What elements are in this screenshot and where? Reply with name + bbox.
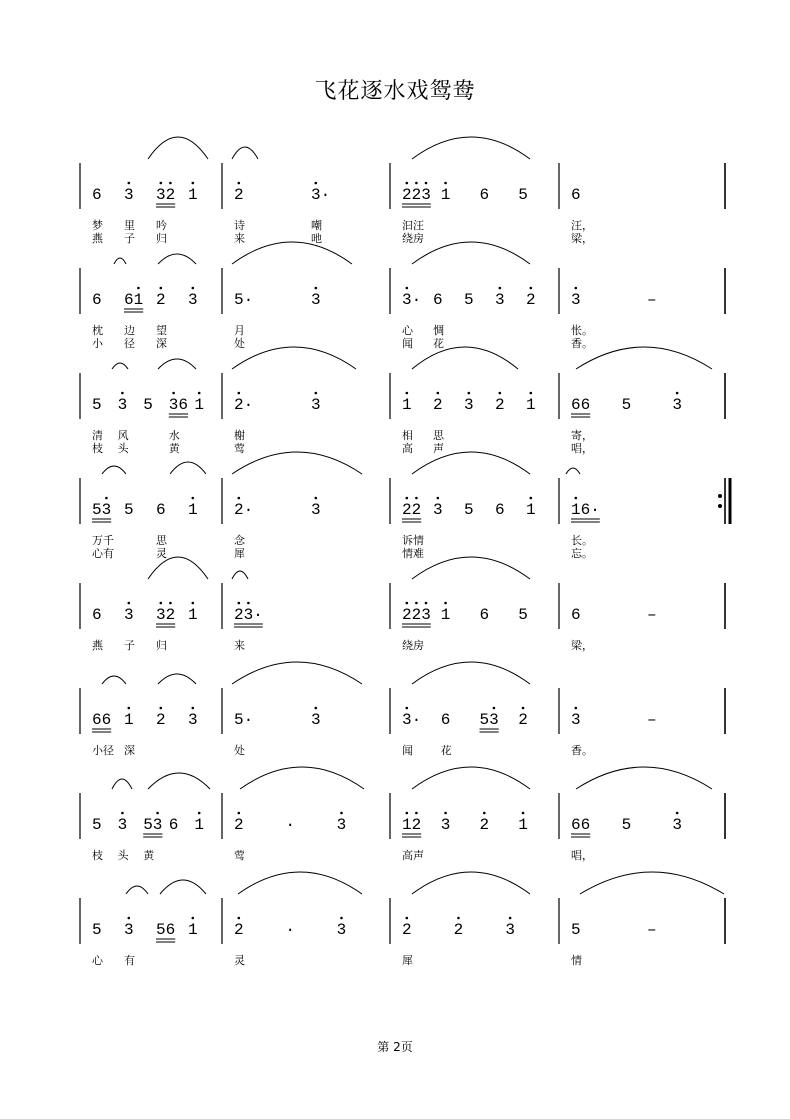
- octave-dot: [522, 707, 525, 710]
- octave-dot: [121, 812, 124, 815]
- note-number: 2: [433, 396, 443, 414]
- lyric-verse-1: 水: [168, 429, 180, 442]
- lyric-verse-1: 月: [234, 324, 245, 337]
- lyric-verse-1: 怅。: [571, 324, 593, 337]
- note-number: 1: [124, 711, 134, 729]
- octave-dot: [509, 917, 512, 920]
- lyric-verse-1: 灵: [234, 954, 245, 967]
- octave-dot: [575, 497, 578, 500]
- note-number: 3: [433, 501, 443, 519]
- note-number: 66: [92, 711, 112, 729]
- slur-arc: [148, 557, 208, 579]
- lyric-verse-1: 枝: [92, 849, 103, 862]
- slur-arc: [148, 773, 210, 789]
- lyric-verse-2: 莺: [234, 442, 245, 455]
- lyric-verse-1: 枕: [92, 324, 103, 337]
- lyric-verse-2: 梁，: [571, 232, 593, 245]
- octave-dot: [128, 707, 131, 710]
- lyric-verse-1: 莺: [234, 849, 245, 862]
- lyric-verse-1: 燕: [92, 639, 103, 652]
- slur-arc: [126, 886, 148, 894]
- note-number: 2: [156, 711, 166, 729]
- repeat-dot: [718, 494, 722, 498]
- note-number: 6: [440, 711, 451, 729]
- slur-arc: [158, 254, 196, 264]
- note-number: 3: [336, 921, 347, 939]
- note-number: 6: [479, 606, 490, 624]
- octave-dot: [192, 602, 195, 605]
- lyric-verse-2: 枝: [92, 442, 103, 455]
- slur-arc: [566, 468, 580, 474]
- octave-dot: [415, 182, 418, 185]
- note-number: 6: [168, 816, 179, 834]
- octave-dot: [493, 707, 496, 710]
- octave-dot: [522, 812, 525, 815]
- note-number: 6: [495, 501, 505, 519]
- octave-dot: [468, 392, 471, 395]
- note-number: 53: [143, 816, 163, 834]
- octave-dot: [415, 602, 418, 605]
- octave-dot: [128, 182, 131, 185]
- note-number: 23·: [234, 606, 263, 624]
- note-number: 1: [194, 816, 205, 834]
- slur-arc: [412, 557, 530, 579]
- lyric-verse-1: 榭: [234, 429, 245, 442]
- slur-arc: [112, 779, 132, 789]
- lyric-verse-1: 归: [156, 639, 167, 652]
- octave-dot: [406, 287, 409, 290]
- lyric-verse-2: 闻: [402, 337, 413, 350]
- octave-dot: [499, 392, 502, 395]
- note-number: 2: [156, 291, 166, 309]
- lyric-verse-2: 子: [124, 232, 135, 245]
- slur-arc: [232, 571, 248, 579]
- lyric-verse-1: 梦: [92, 219, 103, 232]
- octave-dot: [406, 497, 409, 500]
- note-number: 3: [336, 816, 347, 834]
- octave-dot: [444, 812, 447, 815]
- octave-dot: [192, 707, 195, 710]
- slur-arc: [576, 767, 712, 789]
- note-number: 5: [92, 396, 102, 414]
- note-number: 223: [402, 186, 431, 204]
- lyric-verse-1: 念: [234, 534, 245, 547]
- octave-dot: [444, 602, 447, 605]
- note-number: 3: [311, 711, 321, 729]
- octave-dot: [156, 812, 159, 815]
- slur-arc: [412, 452, 530, 474]
- octave-dot: [315, 392, 318, 395]
- octave-dot: [169, 182, 172, 185]
- slur-arc: [412, 242, 530, 264]
- note-number: 3: [124, 186, 134, 204]
- octave-dot: [315, 707, 318, 710]
- note-number: 5: [621, 816, 632, 834]
- note-number: 66: [571, 396, 591, 414]
- octave-dot: [315, 182, 318, 185]
- note-number: 5: [464, 501, 474, 519]
- lyric-verse-1: 寄，: [571, 429, 593, 442]
- lyric-verse-1: 万千: [92, 534, 114, 547]
- note-number: 2: [479, 816, 490, 834]
- note-number: 2: [453, 921, 464, 939]
- slur-arc: [412, 347, 518, 369]
- repeat-dot: [718, 504, 722, 508]
- octave-dot: [137, 287, 140, 290]
- lyric-verse-2: 灵: [156, 547, 167, 560]
- lyric-verse-1: 唱，: [571, 849, 593, 862]
- lyric-verse-1: 清: [92, 429, 103, 442]
- lyric-verse-1: 里: [124, 219, 135, 232]
- note-number: 6: [571, 186, 581, 204]
- lyric-verse-2: 燕: [92, 232, 103, 245]
- octave-dot: [530, 392, 533, 395]
- lyric-verse-1: 心: [92, 954, 103, 967]
- note-number: 1: [194, 396, 205, 414]
- note-number: 3: [672, 816, 682, 834]
- octave-dot: [172, 392, 175, 395]
- octave-dot: [415, 497, 418, 500]
- octave-dot: [105, 497, 108, 500]
- lyric-verse-1: 高声: [402, 849, 424, 862]
- lyric-verse-2: 来: [234, 232, 245, 245]
- note-number: 66: [571, 816, 591, 834]
- note-number: 2: [234, 186, 244, 204]
- note-number: 5: [518, 186, 528, 204]
- page-number: 第 2页: [377, 1040, 413, 1054]
- lyric-verse-1: 边: [124, 324, 135, 337]
- note-number: 3: [571, 711, 581, 729]
- octave-dot: [340, 812, 343, 815]
- lyric-verse-1: 香。: [571, 744, 593, 757]
- lyric-verse-1: 犀: [402, 954, 413, 967]
- lyric-verse-1: 梁，: [571, 639, 593, 652]
- note-number: 3: [117, 816, 128, 834]
- lyric-verse-2: 深: [156, 337, 167, 350]
- note-number: 5: [92, 921, 102, 939]
- octave-dot: [238, 602, 241, 605]
- note-number: 5: [571, 921, 581, 939]
- octave-dot: [425, 602, 428, 605]
- note-number: 1: [440, 186, 451, 204]
- octave-dot: [415, 812, 418, 815]
- octave-dot: [160, 602, 163, 605]
- note-number: 3: [311, 291, 321, 309]
- lyric-verse-1: 长。: [571, 534, 593, 547]
- lyric-verse-2: 忘。: [571, 547, 593, 560]
- lyric-verse-1: 望: [156, 324, 167, 337]
- note-number: 1: [188, 501, 198, 519]
- octave-dot: [198, 812, 201, 815]
- note-number: 6: [92, 186, 102, 204]
- note-number: 2: [234, 921, 244, 939]
- lyric-verse-1: 吟: [156, 219, 167, 232]
- octave-dot: [340, 917, 343, 920]
- lyric-verse-2: 声: [433, 442, 444, 455]
- lyric-verse-2: 唱，: [571, 442, 593, 455]
- lyric-verse-2: 处: [234, 337, 245, 350]
- lyric-verse-1: 来: [234, 639, 245, 652]
- slur-arc: [232, 347, 356, 369]
- note-number: 2: [495, 396, 505, 414]
- slur-arc: [238, 872, 362, 894]
- lyric-verse-2: 心有: [92, 547, 114, 560]
- slur-arc: [580, 872, 724, 894]
- slur-arc: [232, 662, 362, 684]
- lyric-verse-2: 犀: [234, 547, 245, 560]
- note-number: 2: [402, 921, 412, 939]
- lyric-verse-2: 香。: [571, 337, 593, 350]
- octave-dot: [238, 812, 241, 815]
- lyric-verse-1: 深: [124, 744, 135, 757]
- note-number: 6: [92, 291, 102, 309]
- note-number: 1: [402, 396, 412, 414]
- lyric-verse-2: 绕房: [402, 232, 424, 245]
- note-number: 3: [188, 711, 198, 729]
- note-number: 5: [124, 501, 134, 519]
- lyric-verse-1: 诗: [234, 219, 245, 232]
- lyric-verse-2: 头: [117, 442, 129, 455]
- octave-dot: [238, 917, 241, 920]
- lyric-verse-1: 处: [234, 744, 245, 757]
- note-number: 2·: [234, 396, 254, 414]
- octave-dot: [128, 602, 131, 605]
- octave-dot: [499, 287, 502, 290]
- octave-dot: [247, 602, 250, 605]
- note-number: 16·: [571, 501, 600, 519]
- note-number: 5: [518, 606, 528, 624]
- octave-dot: [406, 602, 409, 605]
- note-number: 32: [156, 606, 176, 624]
- note-number: 2: [526, 291, 536, 309]
- note-number: 1: [526, 501, 536, 519]
- octave-dot: [444, 182, 447, 185]
- note-number: 3·: [311, 186, 331, 204]
- note-number: 1: [188, 606, 198, 624]
- octave-dot: [169, 602, 172, 605]
- note-number: 3: [464, 396, 474, 414]
- slur-arc: [112, 363, 128, 369]
- lyric-verse-1: 思: [156, 534, 167, 547]
- lyric-verse-2: 归: [156, 232, 167, 245]
- slur-arc: [412, 137, 530, 159]
- octave-dot: [192, 917, 195, 920]
- note-number: ·: [285, 921, 295, 939]
- lyric-verse-1: 情: [571, 954, 582, 967]
- octave-dot: [437, 392, 440, 395]
- note-number: 22: [402, 501, 422, 519]
- octave-dot: [406, 182, 409, 185]
- note-number: 5: [143, 396, 153, 414]
- note-number: 3: [505, 921, 515, 939]
- octave-dot: [198, 392, 201, 395]
- octave-dot: [128, 917, 131, 920]
- note-number: 6: [92, 606, 102, 624]
- slur-arc: [102, 466, 126, 474]
- slur-arc: [412, 662, 530, 684]
- note-number: 53: [479, 711, 499, 729]
- note-number: 53: [92, 501, 112, 519]
- lyric-verse-2: 径: [124, 337, 135, 350]
- note-number: 61: [124, 291, 144, 309]
- slur-arc: [412, 872, 530, 894]
- octave-dot: [530, 287, 533, 290]
- octave-dot: [160, 287, 163, 290]
- octave-dot: [192, 287, 195, 290]
- octave-dot: [315, 497, 318, 500]
- lyric-verse-1: 风: [117, 429, 129, 442]
- note-number: –: [647, 921, 657, 939]
- slur-arc: [576, 347, 712, 369]
- note-number: ·: [285, 816, 295, 834]
- lyric-verse-1: 绕房: [402, 639, 424, 652]
- octave-dot: [457, 917, 460, 920]
- lyric-verse-1: 思: [433, 429, 444, 442]
- octave-dot: [425, 182, 428, 185]
- note-number: 6: [479, 186, 490, 204]
- note-number: 2: [234, 816, 244, 834]
- note-number: 3: [440, 816, 451, 834]
- note-number: 5·: [234, 711, 254, 729]
- lyric-verse-1: 闻: [402, 744, 413, 757]
- note-number: 3: [117, 396, 128, 414]
- octave-dot: [121, 392, 124, 395]
- note-number: 3·: [402, 291, 422, 309]
- slur-arc: [158, 674, 196, 684]
- lyric-verse-1: 嘲: [311, 219, 322, 232]
- note-number: 36: [168, 396, 189, 414]
- lyric-verse-1: 花: [440, 744, 452, 757]
- note-number: 12: [402, 816, 422, 834]
- lyric-verse-1: 头: [117, 849, 129, 862]
- lyric-verse-2: 吔: [311, 232, 322, 245]
- note-number: 3: [672, 396, 682, 414]
- note-number: 3: [571, 291, 581, 309]
- note-number: 2·: [234, 501, 254, 519]
- octave-dot: [160, 182, 163, 185]
- note-number: 6: [156, 501, 166, 519]
- octave-dot: [160, 707, 163, 710]
- slur-arc: [148, 137, 208, 159]
- slur-arc: [114, 258, 126, 264]
- note-number: –: [647, 711, 657, 729]
- lyric-verse-1: 汪，: [571, 219, 593, 232]
- note-number: 3: [311, 396, 321, 414]
- note-number: 5: [92, 816, 102, 834]
- octave-dot: [238, 392, 241, 395]
- lyric-verse-2: 情难: [402, 547, 424, 560]
- note-number: 5: [464, 291, 474, 309]
- octave-dot: [676, 812, 679, 815]
- note-number: 3: [188, 291, 198, 309]
- note-number: 5·: [234, 291, 254, 309]
- lyric-verse-1: 有: [124, 954, 135, 967]
- note-number: 3: [124, 921, 134, 939]
- octave-dot: [676, 392, 679, 395]
- note-number: 3·: [402, 711, 422, 729]
- note-number: 2: [518, 711, 528, 729]
- note-number: 1: [440, 606, 451, 624]
- lyric-verse-2: 花: [433, 337, 444, 350]
- lyric-verse-1: 诉情: [402, 534, 424, 547]
- slur-arc: [232, 147, 258, 159]
- octave-dot: [238, 497, 241, 500]
- slur-arc: [240, 767, 364, 789]
- slur-arc: [232, 452, 362, 474]
- note-number: –: [647, 291, 657, 309]
- note-number: 32: [156, 186, 176, 204]
- octave-dot: [315, 287, 318, 290]
- note-number: 6: [433, 291, 443, 309]
- lyric-verse-1: 心: [402, 324, 413, 337]
- note-number: 6: [571, 606, 581, 624]
- lyric-verse-1: 小径: [92, 744, 114, 757]
- note-number: 3: [124, 606, 134, 624]
- octave-dot: [238, 182, 241, 185]
- note-number: 5: [621, 396, 632, 414]
- note-number: 3: [311, 501, 321, 519]
- note-number: 56: [156, 921, 176, 939]
- note-number: –: [647, 606, 657, 624]
- note-number: 1: [188, 186, 198, 204]
- note-number: 1: [188, 921, 198, 939]
- octave-dot: [406, 392, 409, 395]
- score-title: 飞花逐水戏鸳鸯: [314, 79, 476, 104]
- octave-dot: [575, 287, 578, 290]
- slur-arc: [160, 880, 206, 894]
- lyric-verse-2: 高: [402, 442, 413, 455]
- octave-dot: [437, 497, 440, 500]
- note-number: 3: [495, 291, 505, 309]
- slur-arc: [170, 462, 206, 474]
- octave-dot: [483, 812, 486, 815]
- octave-dot: [192, 497, 195, 500]
- note-number: 1: [518, 816, 528, 834]
- slur-arc: [232, 242, 352, 264]
- note-number: 1: [526, 396, 536, 414]
- octave-dot: [406, 812, 409, 815]
- lyric-verse-2: 小: [92, 337, 103, 350]
- note-number: 223: [402, 606, 431, 624]
- lyric-verse-1: 相: [402, 429, 413, 442]
- lyric-verse-1: 黄: [143, 849, 155, 862]
- lyric-verse-1: 惆: [433, 324, 444, 337]
- slur-arc: [102, 676, 126, 684]
- octave-dot: [575, 707, 578, 710]
- slur-arc: [158, 359, 196, 369]
- lyric-verse-2: 黄: [168, 442, 180, 455]
- lyric-verse-1: 子: [124, 639, 135, 652]
- octave-dot: [406, 707, 409, 710]
- octave-dot: [530, 497, 533, 500]
- octave-dot: [406, 917, 409, 920]
- lyric-verse-1: 汩汪: [402, 219, 424, 232]
- slur-arc: [412, 767, 530, 789]
- octave-dot: [192, 182, 195, 185]
